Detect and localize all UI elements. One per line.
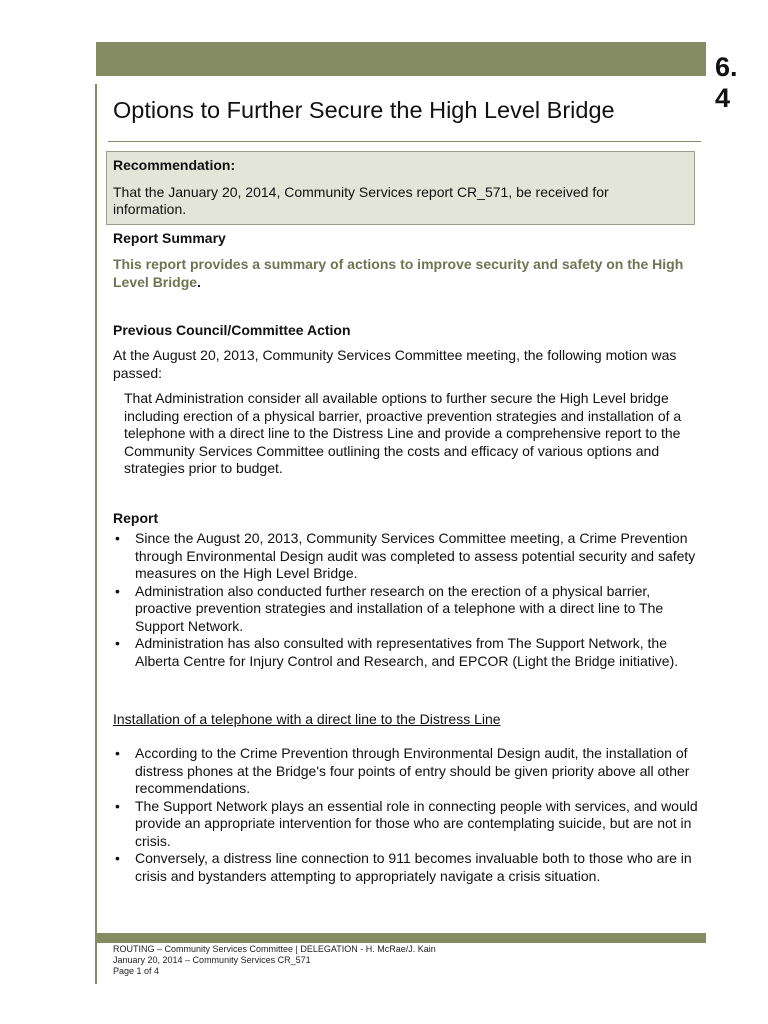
agenda-item-number (715, 52, 765, 114)
list-item (113, 798, 703, 851)
recommendation-text: That the January 20, 2014, Community Services report CR_571, be received for information. (113, 184, 609, 217)
list-item-text: Administration has also consulted with representatives from The Support Network, the Alberta Centre for Injury Control and Research, and EPCOR (Light the Bridge initiative). (135, 635, 679, 669)
footer-routing: ROUTING – Community Services Committee | DELEGATION - H. McRae/J. Kain (113, 944, 436, 954)
list-item (113, 583, 703, 636)
list-item (113, 850, 703, 885)
telephone-bullet-list (113, 745, 703, 885)
list-item (113, 635, 703, 670)
header-accent-bar (96, 42, 706, 76)
report-summary-body: This report provides a summary of actions to improve security and safety on the High Level Bridge (113, 256, 684, 290)
motion-quote: That Administration consider all available options to further secure the High Level bridge including erection of a physical barrier, proactive prevention strategies and installation of a telephone with a direct line to the Distress Line and provide a comprehensive report to the Community Services Committee outlining the costs and efficacy of various options and strategies prior to budget. (124, 390, 682, 476)
previous-action-heading: Previous Council/Committee Action (113, 322, 351, 338)
bullet-icon: • (115, 582, 120, 599)
list-item-text: Since the August 20, 2013, Community Services Committee meeting, a Crime Prevention through Environmental Design audit was completed to assess potential security and safety measures on the High Level Bridge. (135, 530, 696, 581)
footer-accent-bar (96, 933, 706, 943)
report-heading: Report (113, 510, 159, 526)
footer-page-number: Page 1 of 4 (113, 966, 160, 976)
page-title: Options to Further Secure the High Level Bridge (113, 97, 615, 123)
recommendation-heading: Recommendation: (113, 157, 236, 173)
report-summary-text (113, 255, 703, 291)
list-item (113, 745, 703, 798)
page-footer (113, 944, 436, 977)
bullet-icon: • (115, 850, 120, 866)
report-summary-period: . (197, 274, 201, 290)
bullet-icon: • (115, 635, 120, 651)
bullet-icon: • (115, 530, 120, 546)
report-summary-heading: Report Summary (113, 230, 226, 246)
list-item-text: Conversely, a distress line connection to 911 becomes invaluable both to those who are in crisis and bystanders attempting to appropriately navigate a crisis situation. (135, 850, 692, 884)
previous-action-intro: At the August 20, 2013, Community Services Committee meeting, the following motion was passed: (113, 347, 677, 381)
agenda-item-number-line-2: 4 (715, 83, 731, 113)
list-item (113, 530, 703, 583)
left-margin-rule (95, 84, 97, 984)
bullet-icon: • (115, 745, 120, 761)
list-item-text: According to the Crime Prevention through Environmental Design audit, the installation of distress phones at the Bridge's four points of entry should be given priority above all other recommendations. (135, 745, 690, 796)
recommendation-box (106, 151, 695, 225)
bullet-icon: • (115, 797, 120, 814)
title-underline-rule (108, 141, 701, 142)
telephone-section-heading: Installation of a telephone with a direct line to the Distress Line (113, 711, 501, 727)
agenda-item-number-line-1: 6. (715, 52, 738, 82)
list-item-text: Administration also conducted further research on the erection of a physical barrier, proactive prevention strategies and installation of a telephone with a direct line to The Support Network. (135, 582, 664, 634)
footer-date-reference: January 20, 2014 – Community Services CR_571 (113, 955, 311, 965)
report-bullet-list (113, 530, 703, 670)
list-item-text: The Support Network plays an essential role in connecting people with services, and would provide an appropriate intervention for those who are contemplating suicide, but are not in crisis. (135, 797, 698, 849)
